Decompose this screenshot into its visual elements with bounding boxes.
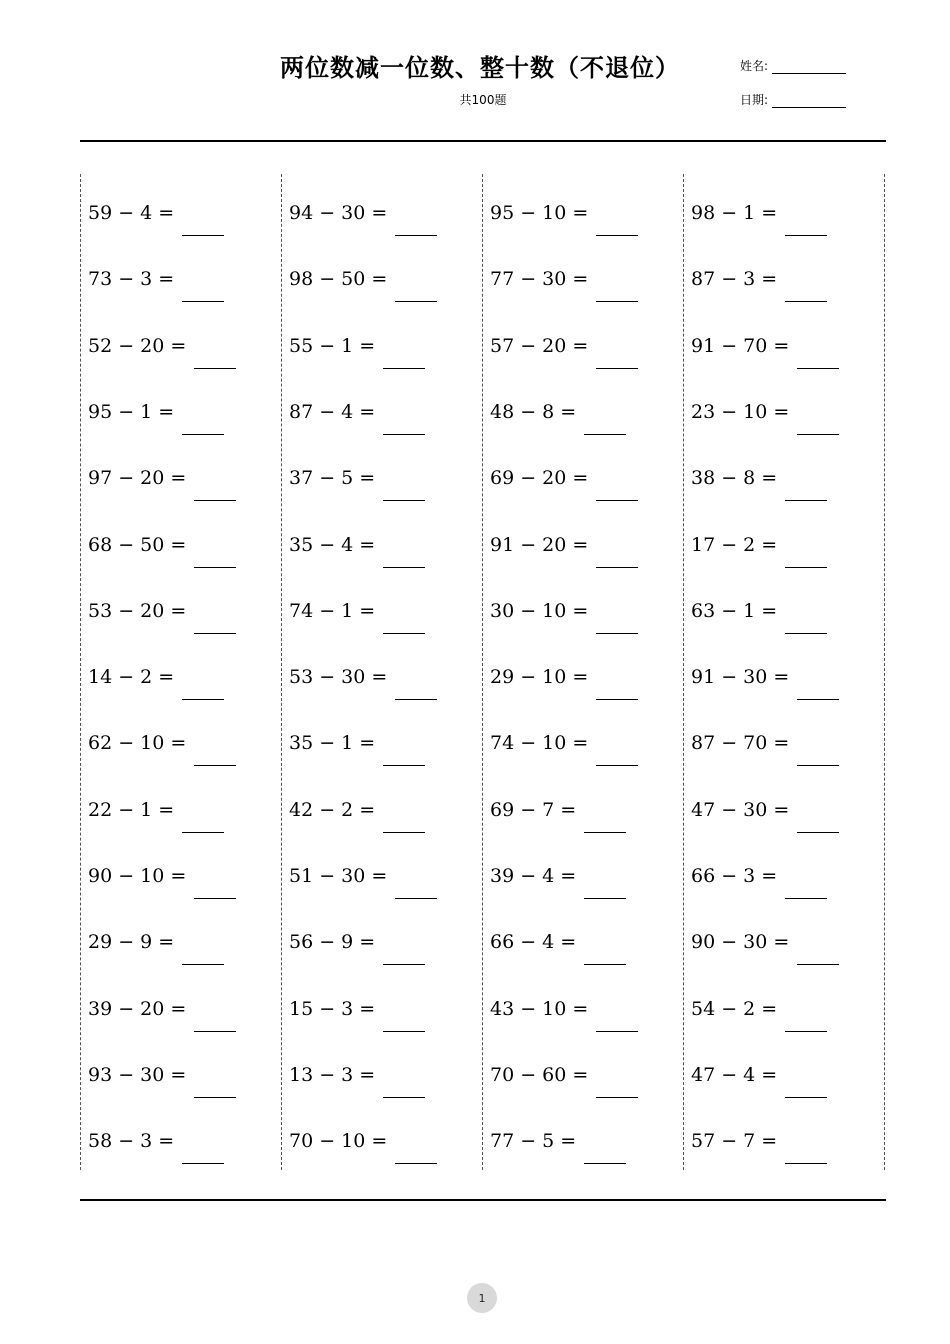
- problem-item: [88, 582, 236, 622]
- problem-item: [88, 184, 224, 224]
- answer-blank[interactable]: [194, 632, 236, 634]
- problem-item: [289, 847, 437, 887]
- answer-blank[interactable]: [194, 367, 236, 369]
- answer-blank[interactable]: [395, 897, 437, 899]
- date-blank-line[interactable]: [772, 97, 846, 108]
- problem-expression: 37 − 5 =: [289, 467, 376, 490]
- problem-item: [88, 250, 224, 290]
- answer-blank[interactable]: [785, 234, 827, 236]
- answer-blank[interactable]: [596, 499, 638, 501]
- problem-item: [88, 1112, 224, 1152]
- problem-expression: 57 − 7 =: [691, 1130, 778, 1153]
- problem-item: [691, 648, 839, 688]
- answer-blank[interactable]: [383, 831, 425, 833]
- date-label: 日期:: [740, 93, 769, 107]
- problem-item: [88, 516, 236, 556]
- problem-item: [490, 1112, 626, 1152]
- answer-blank[interactable]: [182, 234, 224, 236]
- answer-blank[interactable]: [194, 1096, 236, 1098]
- problem-item: [490, 1046, 638, 1086]
- problem-expression: 29 − 9 =: [88, 931, 175, 954]
- problem-item: [289, 582, 425, 622]
- problem-expression: 66 − 4 =: [490, 931, 577, 954]
- answer-blank[interactable]: [182, 698, 224, 700]
- answer-blank[interactable]: [395, 698, 437, 700]
- answer-blank[interactable]: [596, 234, 638, 236]
- problem-expression: 97 − 20 =: [88, 467, 187, 490]
- problem-expression: 87 − 3 =: [691, 268, 778, 291]
- problem-item: [289, 980, 425, 1020]
- problem-expression: 87 − 4 =: [289, 400, 376, 423]
- problem-expression: 39 − 4 =: [490, 865, 577, 887]
- problem-expression: 73 − 3 =: [88, 268, 175, 291]
- problem-item: [691, 781, 839, 821]
- problem-expression: 58 − 3 =: [88, 1130, 175, 1153]
- answer-blank[interactable]: [383, 433, 425, 435]
- problem-expression: 38 − 8 =: [691, 467, 778, 490]
- problem-item: [289, 648, 437, 688]
- problem-expression: 23 − 10 =: [691, 400, 790, 423]
- name-field[interactable]: [740, 57, 846, 74]
- problem-item: [691, 847, 827, 887]
- problem-expression: 98 − 50 =: [289, 268, 388, 291]
- problem-item: [691, 184, 827, 224]
- problem-expression: 53 − 30 =: [289, 666, 388, 689]
- answer-blank[interactable]: [785, 499, 827, 501]
- problem-item: [88, 913, 224, 953]
- problem-item: [88, 383, 224, 423]
- problem-item: [490, 714, 638, 754]
- problem-item: [490, 781, 626, 821]
- column-divider: [281, 174, 282, 1170]
- problem-expression: 30 − 10 =: [490, 599, 589, 622]
- answer-blank[interactable]: [383, 499, 425, 501]
- problem-item: [691, 516, 827, 556]
- problem-item: [691, 250, 827, 290]
- problem-item: [88, 714, 236, 754]
- problem-expression: 94 − 30 =: [289, 202, 388, 224]
- problem-item: [289, 449, 425, 489]
- problem-item: [88, 781, 224, 821]
- problem-expression: 35 − 4 =: [289, 533, 376, 556]
- answer-blank[interactable]: [584, 1162, 626, 1164]
- answer-blank[interactable]: [596, 764, 638, 766]
- problem-item: [88, 648, 224, 688]
- problem-item: [490, 383, 626, 423]
- answer-blank[interactable]: [383, 367, 425, 369]
- answer-blank[interactable]: [596, 1030, 638, 1032]
- answer-blank[interactable]: [182, 300, 224, 302]
- answer-blank[interactable]: [584, 897, 626, 899]
- answer-blank[interactable]: [785, 632, 827, 634]
- answer-blank[interactable]: [785, 300, 827, 302]
- column-divider: [884, 174, 885, 1170]
- problem-expression: 77 − 5 =: [490, 1130, 577, 1153]
- problem-expression: 63 − 1 =: [691, 599, 778, 622]
- answer-blank[interactable]: [596, 632, 638, 634]
- problem-expression: 42 − 2 =: [289, 798, 376, 821]
- problem-expression: 87 − 70 =: [691, 732, 790, 755]
- problem-expression: 66 − 3 =: [691, 865, 778, 887]
- problem-expression: 48 − 8 =: [490, 400, 577, 423]
- problem-expression: 70 − 10 =: [289, 1130, 388, 1153]
- answer-blank[interactable]: [596, 566, 638, 568]
- column-divider: [80, 174, 81, 1170]
- answer-blank[interactable]: [383, 1096, 425, 1098]
- problem-expression: 14 − 2 =: [88, 666, 175, 689]
- problem-item: [691, 449, 827, 489]
- problem-item: [490, 582, 638, 622]
- problem-item: [490, 648, 638, 688]
- problem-item: [289, 913, 425, 953]
- problem-expression: 98 − 1 =: [691, 202, 778, 224]
- problem-expression: 91 − 70 =: [691, 334, 790, 357]
- problem-item: [691, 383, 839, 423]
- problem-expression: 69 − 20 =: [490, 467, 589, 490]
- problem-item: [289, 714, 425, 754]
- problem-expression: 51 − 30 =: [289, 865, 388, 887]
- problem-item: [289, 184, 437, 224]
- problem-expression: 69 − 7 =: [490, 798, 577, 821]
- problem-item: [88, 317, 236, 357]
- answer-blank[interactable]: [785, 1030, 827, 1032]
- problem-expression: 55 − 1 =: [289, 334, 376, 357]
- problem-item: [691, 1112, 827, 1152]
- name-blank-line[interactable]: [772, 63, 846, 74]
- problem-item: [88, 980, 236, 1020]
- problem-item: [490, 250, 638, 290]
- answer-blank[interactable]: [596, 1096, 638, 1098]
- problem-expression: 54 − 2 =: [691, 997, 778, 1020]
- answer-blank[interactable]: [194, 897, 236, 899]
- top-divider: [80, 140, 886, 142]
- problem-item: [490, 847, 626, 887]
- answer-blank[interactable]: [194, 566, 236, 568]
- problem-expression: 15 − 3 =: [289, 997, 376, 1020]
- problem-expression: 22 − 1 =: [88, 798, 175, 821]
- problem-expression: 95 − 1 =: [88, 400, 175, 423]
- problem-expression: 57 − 20 =: [490, 334, 589, 357]
- answer-blank[interactable]: [797, 698, 839, 700]
- problem-expression: 35 − 1 =: [289, 732, 376, 755]
- problem-expression: 90 − 10 =: [88, 865, 187, 887]
- problem-item: [691, 913, 839, 953]
- answer-blank[interactable]: [785, 566, 827, 568]
- name-label: 姓名:: [740, 59, 769, 73]
- problem-item: [289, 1046, 425, 1086]
- problem-item: [490, 913, 626, 953]
- problem-expression: 62 − 10 =: [88, 732, 187, 755]
- answer-blank[interactable]: [194, 499, 236, 501]
- problem-expression: 39 − 20 =: [88, 997, 187, 1020]
- problem-expression: 77 − 30 =: [490, 268, 589, 291]
- problem-expression: 56 − 9 =: [289, 931, 376, 954]
- problem-expression: 70 − 60 =: [490, 1063, 589, 1086]
- problem-grid: [80, 174, 886, 1170]
- answer-blank[interactable]: [383, 632, 425, 634]
- answer-blank[interactable]: [182, 831, 224, 833]
- question-count: 共100题: [459, 93, 507, 107]
- problem-item: [490, 980, 638, 1020]
- answer-blank[interactable]: [797, 764, 839, 766]
- answer-blank[interactable]: [785, 1162, 827, 1164]
- answer-blank[interactable]: [194, 764, 236, 766]
- problem-expression: 59 − 4 =: [88, 202, 175, 224]
- problem-expression: 90 − 30 =: [691, 931, 790, 954]
- problem-item: [289, 383, 425, 423]
- problem-expression: 43 − 10 =: [490, 997, 589, 1020]
- problem-item: [691, 714, 839, 754]
- problem-expression: 93 − 30 =: [88, 1063, 187, 1086]
- problem-expression: 47 − 4 =: [691, 1063, 778, 1086]
- problem-item: [490, 449, 638, 489]
- answer-blank[interactable]: [584, 433, 626, 435]
- problem-expression: 53 − 20 =: [88, 599, 187, 622]
- answer-blank[interactable]: [797, 367, 839, 369]
- problem-expression: 91 − 30 =: [691, 666, 790, 689]
- column-divider: [683, 174, 684, 1170]
- bottom-divider: [80, 1199, 886, 1201]
- problem-item: [88, 847, 236, 887]
- answer-blank[interactable]: [797, 831, 839, 833]
- problem-expression: 74 − 10 =: [490, 732, 589, 755]
- answer-blank[interactable]: [596, 300, 638, 302]
- problem-item: [289, 1112, 437, 1152]
- answer-blank[interactable]: [383, 1030, 425, 1032]
- answer-blank[interactable]: [596, 367, 638, 369]
- problem-item: [289, 516, 425, 556]
- problem-expression: 74 − 1 =: [289, 599, 376, 622]
- answer-blank[interactable]: [797, 963, 839, 965]
- answer-blank[interactable]: [182, 433, 224, 435]
- problem-expression: 17 − 2 =: [691, 533, 778, 556]
- problem-expression: 91 − 20 =: [490, 533, 589, 556]
- problem-expression: 52 − 20 =: [88, 334, 187, 357]
- problem-item: [691, 980, 827, 1020]
- problem-item: [691, 1046, 827, 1086]
- problem-item: [88, 1046, 236, 1086]
- column-divider: [482, 174, 483, 1170]
- answer-blank[interactable]: [395, 300, 437, 302]
- problem-item: [88, 449, 236, 489]
- problem-expression: 95 − 10 =: [490, 202, 589, 224]
- problem-item: [289, 317, 425, 357]
- problem-expression: 47 − 30 =: [691, 798, 790, 821]
- answer-blank[interactable]: [797, 433, 839, 435]
- problem-expression: 29 − 10 =: [490, 666, 589, 689]
- problem-item: [289, 781, 425, 821]
- answer-blank[interactable]: [596, 698, 638, 700]
- problem-item: [490, 184, 638, 224]
- answer-blank[interactable]: [194, 1030, 236, 1032]
- problem-item: [289, 250, 437, 290]
- answer-blank[interactable]: [395, 1162, 437, 1164]
- answer-blank[interactable]: [395, 234, 437, 236]
- problem-item: [490, 317, 638, 357]
- answer-blank[interactable]: [584, 963, 626, 965]
- answer-blank[interactable]: [383, 963, 425, 965]
- answer-blank[interactable]: [182, 963, 224, 965]
- problem-expression: 13 − 3 =: [289, 1063, 376, 1086]
- problem-expression: 68 − 50 =: [88, 533, 187, 556]
- page-title: 两位数减一位数、整十数（不退位）: [280, 54, 680, 82]
- answer-blank[interactable]: [182, 1162, 224, 1164]
- problem-item: [691, 317, 839, 357]
- answer-blank[interactable]: [785, 897, 827, 899]
- problem-item: [490, 516, 638, 556]
- problem-item: [691, 582, 827, 622]
- answer-blank[interactable]: [383, 566, 425, 568]
- answer-blank[interactable]: [785, 1096, 827, 1098]
- date-field[interactable]: [740, 91, 846, 108]
- page-number-badge: 1: [467, 1283, 497, 1313]
- answer-blank[interactable]: [383, 764, 425, 766]
- answer-blank[interactable]: [584, 831, 626, 833]
